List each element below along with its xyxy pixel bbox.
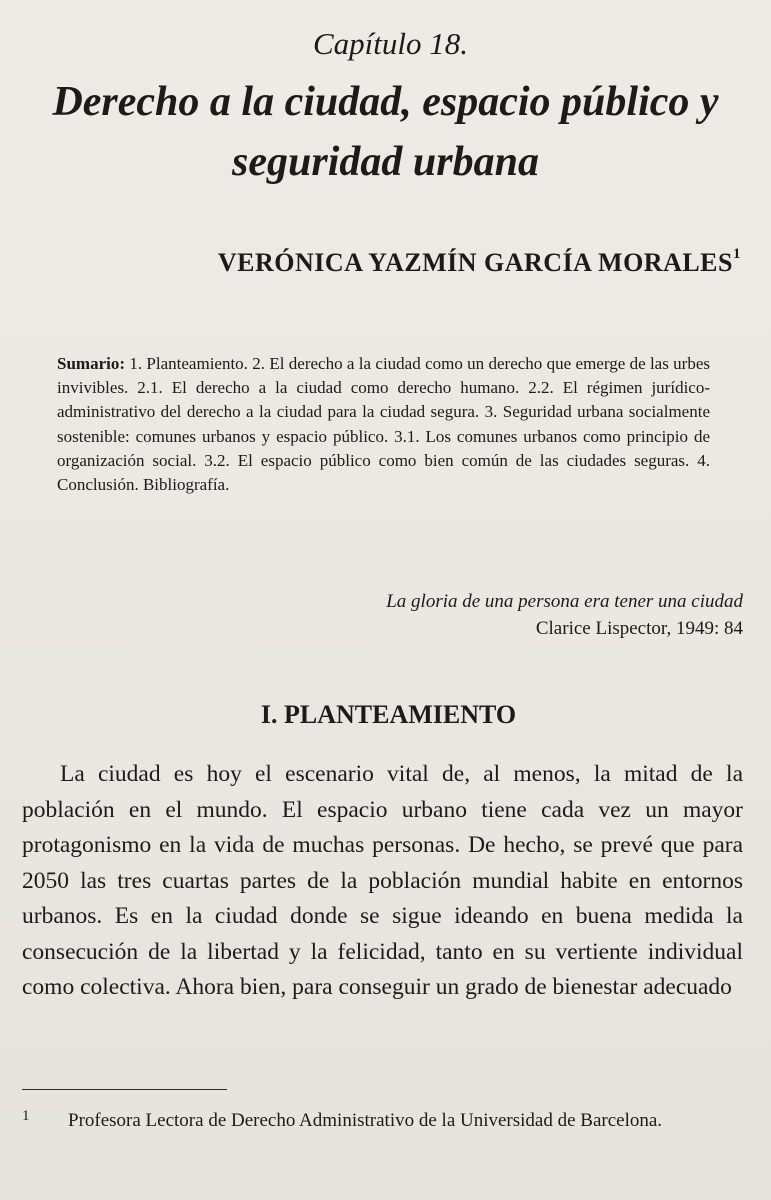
body-paragraph: La ciudad es hoy el escenario vital de, al menos, la mitad de la población en el mundo. El espacio urbano tiene cada vez un mayor protagonismo en la vida de muchas personas. De hecho, se prevé que para 2050 las tres cuartas partes de la población mundial habite en entornos urbanos. Es en la ciudad donde se sigue ideando en buena medida la consecución de la libertad y la felicidad, tanto en su vertiente individual como colectiva. Ahora bien, para conseguir un grado de bienestar adecuado	[22, 761, 743, 1000]
footnote-text: Profesora Lectora de Derecho Administrativo de la Universidad de Barcelona.	[68, 1110, 663, 1131]
chapter-title: Derecho a la ciudad, espacio público y seguridad urbana	[52, 79, 719, 185]
footnote-number: 1	[22, 1108, 30, 1124]
summary-label: Sumario:	[57, 354, 125, 373]
summary-text: 1. Planteamiento. 2. El derecho a la ciudad como un derecho que emerge de las urbes invivibles. 2.1. El derecho a la ciudad como derecho humano. 2.2. El régimen jurídico-administrativo del derecho a la ciudad para la ciudad segura. 3. Seguridad urbana socialmente sostenible: comunes urbanos y espacio público. 3.1. Los comunes urbanos como principio de organización social. 3.2. El espacio público como bien común de las ciudades seguras. 4. Conclusión. Bibliografía.	[57, 354, 710, 495]
author-footnote-ref[interactable]: 1	[733, 246, 741, 262]
epigraph	[386, 588, 743, 642]
epigraph-quote: La gloria de una persona era tener una ciudad	[386, 591, 743, 612]
author-name	[218, 248, 741, 278]
author-name-text: VERÓNICA YAZMÍN GARCÍA MORALES	[217, 248, 733, 277]
section-heading: I. PLANTEAMIENTO	[260, 700, 517, 729]
epigraph-source: Clarice Lispector, 1949: 84	[535, 618, 743, 639]
chapter-label: Capítulo 18.	[312, 26, 468, 61]
footnote-divider	[22, 1089, 227, 1090]
summary-block	[57, 352, 710, 497]
